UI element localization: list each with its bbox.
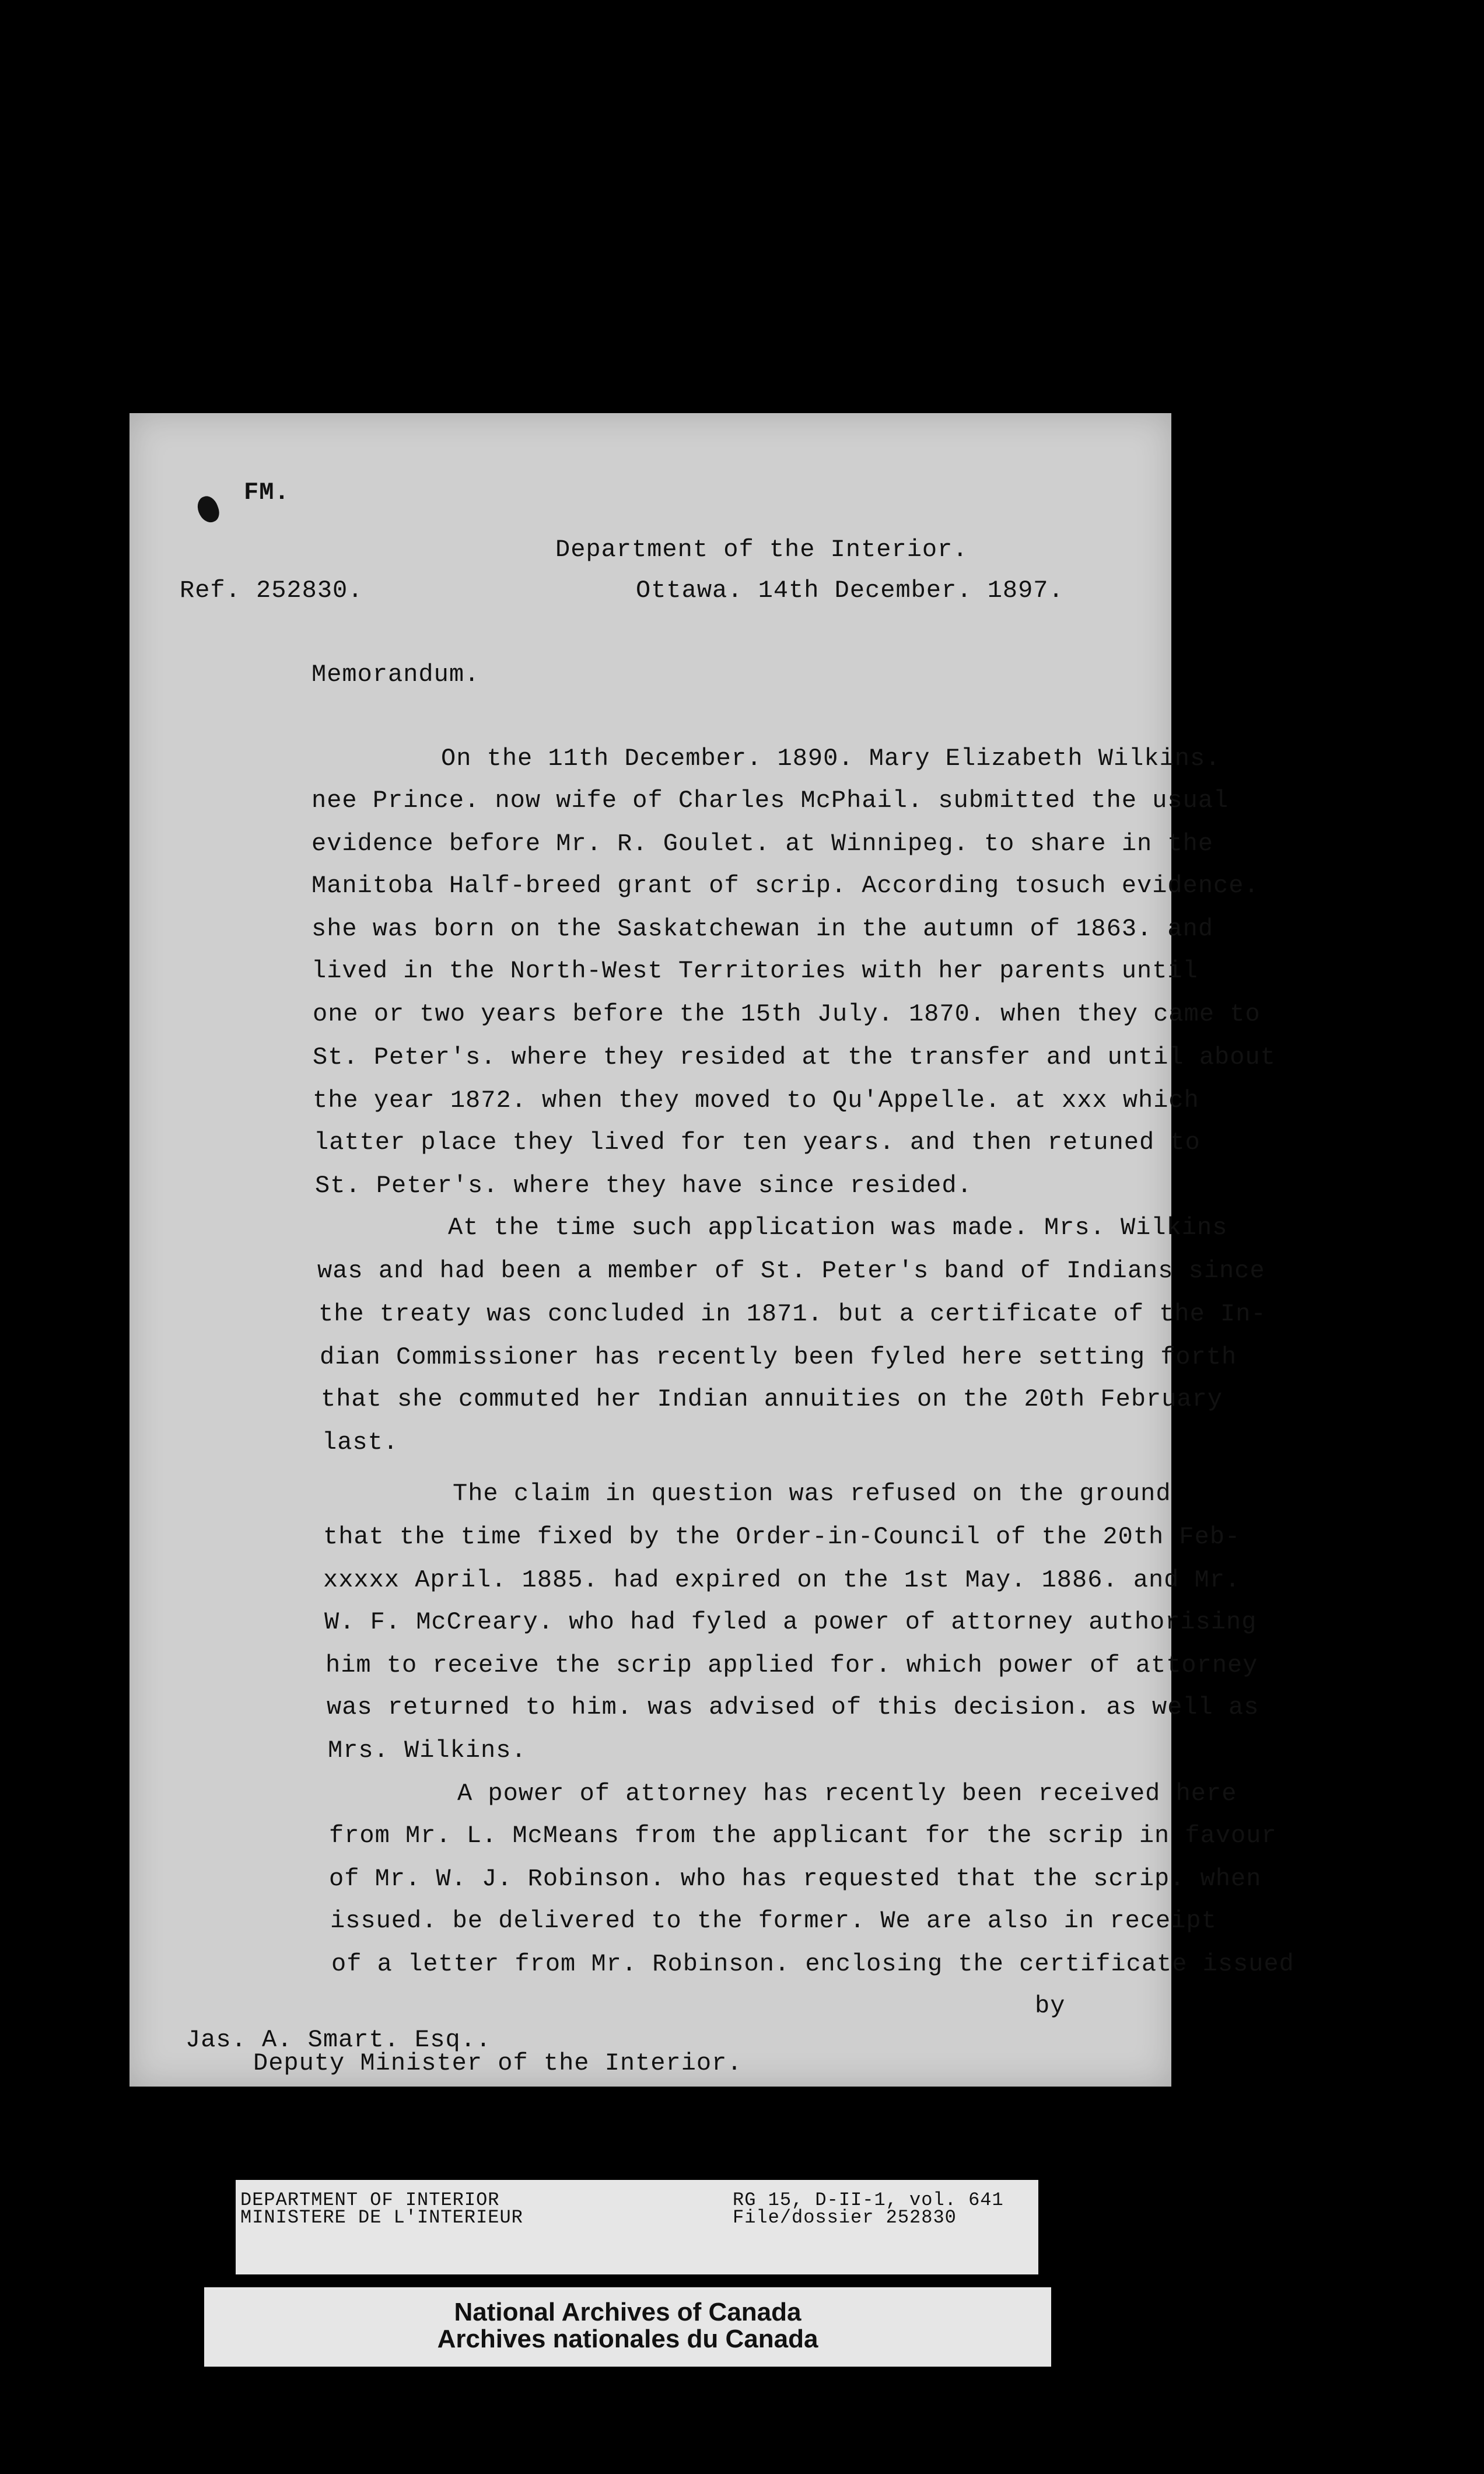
reference-number: Ref. 252830. — [180, 576, 363, 604]
body-line: lived in the North-West Territories with her parents until — [312, 957, 1198, 985]
addressee-title: Deputy Minister of the Interior. — [253, 2049, 743, 2077]
body-line: issued. be delivered to the former. We are also in receipt — [330, 1907, 1217, 1935]
file-number: File/dossier 252830 — [733, 2207, 957, 2228]
archive-name-english: National Archives of Canada — [454, 2298, 802, 2326]
body-line: one or two years before the 15th July. 1870. when they came to — [313, 1000, 1261, 1028]
body-line: Manitoba Half-breed grant of scrip. According tosuch evidence. — [312, 872, 1259, 900]
body-line: the treaty was concluded in 1871. but a certificate of the In- — [318, 1300, 1266, 1328]
record-group-reference: RG 15, D-II-1, vol. 641 — [733, 2189, 1004, 2211]
initials: FM. — [244, 478, 290, 506]
body-line: A power of attorney has recently been received here — [457, 1780, 1237, 1808]
body-line: evidence before Mr. R. Goulet. at Winnipeg. to share in the — [312, 830, 1214, 858]
body-line: the year 1872. when they moved to Qu'Appelle. at xxx which — [313, 1086, 1199, 1114]
department-heading: Department of the Interior. — [555, 536, 968, 564]
body-line: On the 11th December. 1890. Mary Elizabeth Wilkins. — [441, 745, 1221, 773]
body-line: Mrs. Wilkins. — [328, 1736, 527, 1764]
body-line: xxxxx April. 1885. had expired on the 1st May. 1886. and Mr. — [323, 1566, 1241, 1594]
place-and-date: Ottawa. 14th December. 1897. — [636, 576, 1064, 604]
body-line: of Mr. W. J. Robinson. who has requested that the scrip. when — [329, 1865, 1262, 1893]
body-line: dian Commissioner has recently been fyled here setting forth — [320, 1343, 1237, 1371]
body-line: of a letter from Mr. Robinson. enclosing the certificate issued — [331, 1950, 1294, 1978]
body-line: last. — [322, 1428, 399, 1456]
body-line: St. Peter's. where they have since resided. — [315, 1172, 972, 1200]
archive-reference-label — [236, 2180, 1038, 2274]
body-line: was returned to him. was advised of this decision. as well as — [327, 1693, 1259, 1721]
body-line: she was born on the Saskatchewan in the autumn of 1863. and — [312, 915, 1214, 943]
addressee-name: Jas. A. Smart. Esq.. — [186, 2026, 492, 2054]
body-line: latter place they lived for ten years. and then retuned to — [314, 1128, 1200, 1156]
body-line: nee Prince. now wife of Charles McPhail. submitted the usual — [312, 787, 1229, 815]
body-line: W. F. McCreary. who had fyled a power of attorney authorising — [324, 1608, 1257, 1636]
ink-blot — [194, 494, 222, 526]
body-line: St. Peter's. where they resided at the transfer and until about — [313, 1043, 1276, 1071]
memo-heading: Memorandum. — [312, 661, 480, 689]
body-line: was and had been a member of St. Peter's band of Indians since — [317, 1257, 1265, 1285]
archive-name-french: Archives nationales du Canada — [437, 2325, 818, 2353]
catchword: by — [1035, 1992, 1066, 2020]
body-line: him to receive the scrip applied for. which power of attorney — [326, 1651, 1258, 1679]
archive-name-banner — [204, 2287, 1051, 2367]
department-english: DEPARTMENT OF INTERIOR — [240, 2189, 500, 2211]
body-line: from Mr. L. McMeans from the applicant for the scrip in favour — [329, 1822, 1277, 1850]
memo-page — [130, 413, 1294, 2087]
body-line: The claim in question was refused on the ground — [453, 1480, 1171, 1508]
body-line: that she commuted her Indian annuities on the 20th February — [321, 1385, 1223, 1413]
body-line: At the time such application was made. Mrs. Wilkins — [448, 1214, 1228, 1242]
body-line: that the time fixed by the Order-in-Council of the 20th Feb- — [323, 1523, 1241, 1551]
department-french: MINISTERE DE L'INTERIEUR — [240, 2207, 523, 2228]
